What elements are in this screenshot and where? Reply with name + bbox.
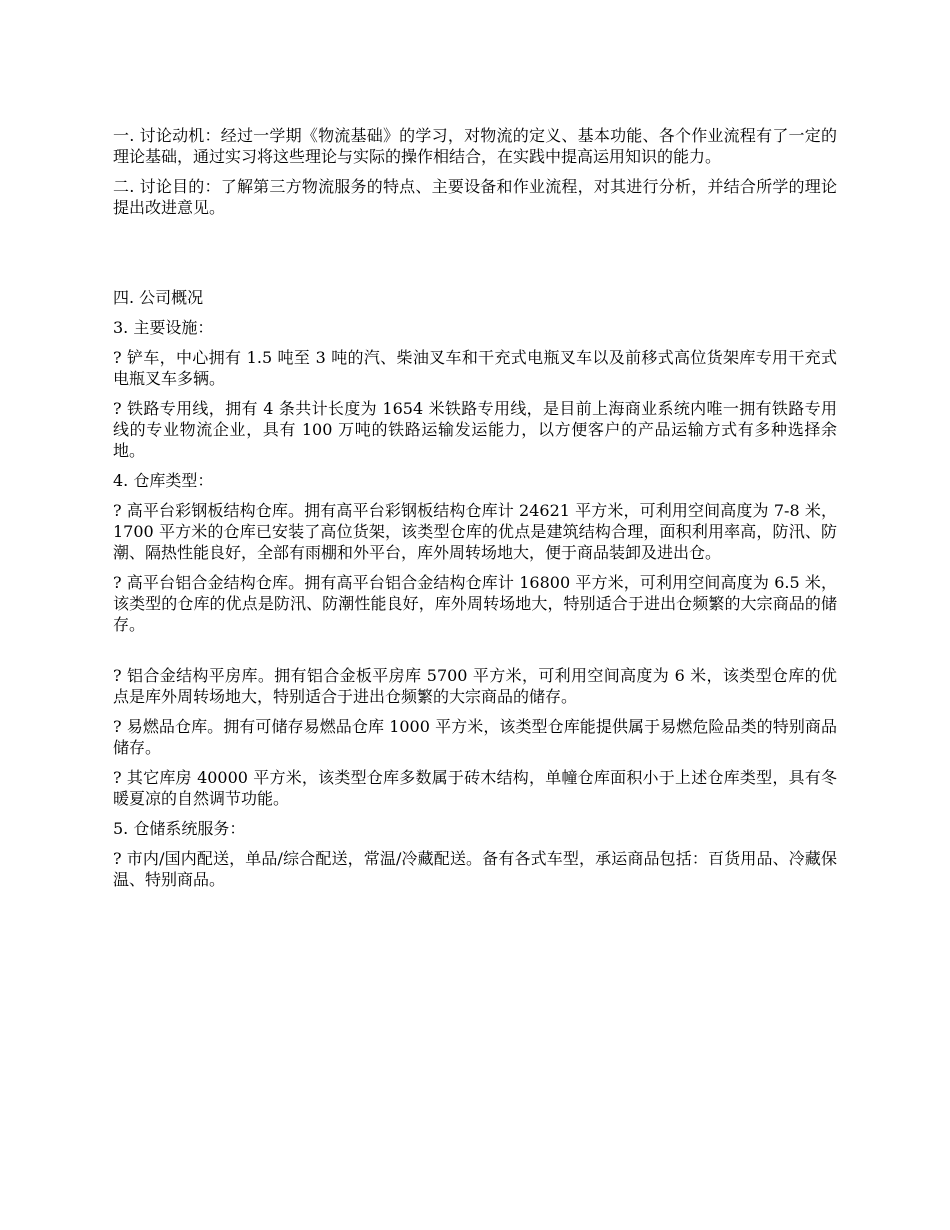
paragraph-aluminum-bungalow: ? 铝合金结构平房库。拥有铝合金板平房库 5700 平方米，可利用空间高度为 6 米，该类型仓库的优点是库外周转场地大，特别适合于进出仓频繁的大宗商品的储存。: [113, 666, 837, 706]
document-page: [113, 125, 837, 899]
spacer: [113, 644, 837, 665]
paragraph-distribution: ? 市内/国内配送，单品/综合配送，常温/冷藏配送。备有各式车型，承运商品包括：百货用品、冷藏保温、特别商品。: [113, 849, 837, 889]
paragraph-purpose: 二. 讨论目的：了解第三方物流服务的特点、主要设备和作业流程，对其进行分析，并结合所学的理论提出改进意见。: [113, 177, 837, 217]
paragraph-railway: ? 铁路专用线，拥有 4 条共计长度为 1654 米铁路专用线，是目前上海商业系统内唯一拥有铁路专用线的专业物流企业，具有 100 万吨的铁路运输发运能力，以方便客户的产品运输方式有多种选择余地。: [113, 399, 837, 460]
paragraph-flammables-warehouse: ? 易燃品仓库。拥有可储存易燃品仓库 1000 平方米，该类型仓库能提供属于易燃危险品类的特别商品储存。: [113, 717, 837, 757]
heading-storage-services: 5. 仓储系统服务：: [113, 819, 246, 838]
paragraph-forklifts: ? 铲车，中心拥有 1.5 吨至 3 吨的汽、柴油叉车和干充式电瓶叉车以及前移式高位货架库专用干充式电瓶叉车多辆。: [113, 348, 837, 388]
heading-main-facilities: 3. 主要设施：: [113, 318, 214, 337]
heading-company-overview: 四. 公司概况: [113, 288, 204, 307]
heading-warehouse-types: 4. 仓库类型：: [113, 471, 214, 490]
paragraph-steel-warehouse: ? 高平台彩钢板结构仓库。拥有高平台彩钢板结构仓库计 24621 平方米，可利用空间高度为 7-8 米， 1700 平方米的仓库已安装了高位货架，该类型仓库的优点是建筑结构合理，面积利用率高，防汛、防潮、隔热性能良好，全部有雨棚和外平台，库外周转场地大，便于商品装卸及进出仓。: [113, 501, 837, 562]
spacer: [113, 227, 837, 287]
paragraph-other-warehouses: ? 其它库房 40000 平方米，该类型仓库多数属于砖木结构，单幢仓库面积小于上述仓库类型，具有冬暖夏凉的自然调节功能。: [113, 768, 837, 808]
paragraph-aluminum-warehouse: ? 高平台铝合金结构仓库。拥有高平台铝合金结构仓库计 16800 平方米，可利用空间高度为 6.5 米，该类型的仓库的优点是防汛、防潮性能良好，库外周转场地大，特别适合于进出仓频繁的大宗商品的储存。: [113, 573, 837, 634]
paragraph-motivation: 一. 讨论动机：经过一学期《物流基础》的学习，对物流的定义、基本功能、各个作业流程有了一定的理论基础，通过实习将这些理论与实际的操作相结合，在实践中提高运用知识的能力。: [113, 126, 837, 166]
